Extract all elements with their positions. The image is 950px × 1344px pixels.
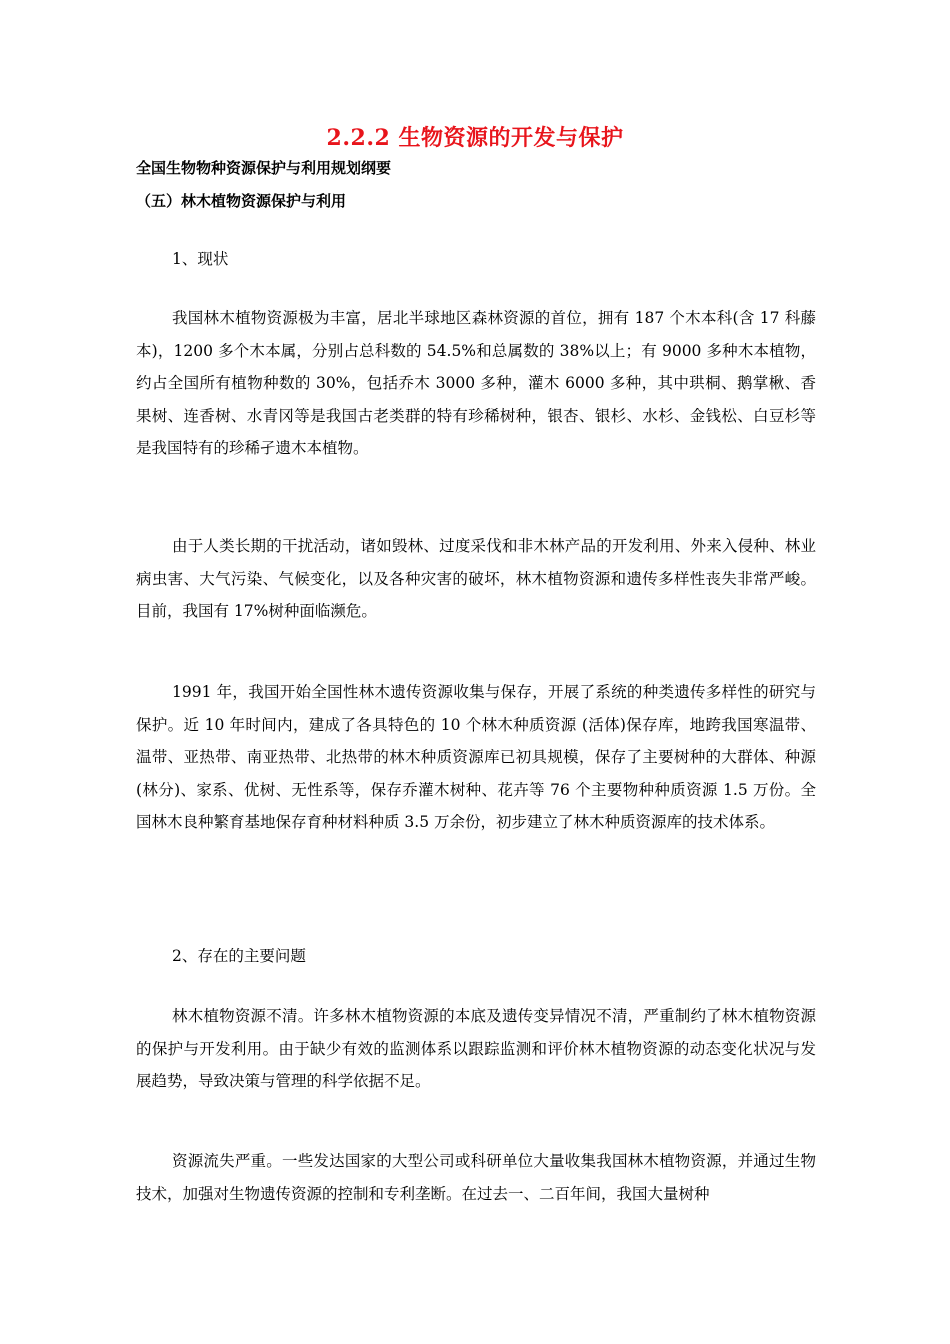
document-title: 2.2.2 生物资源的开发与保护 [326,125,624,151]
paragraph-unclear-resources: 林木植物资源不清。许多林木植物资源的本底及遗传变异情况不清，严重制约了林木植物资源的保护与开发利用。由于缺少有效的监测体系以跟踪监测和评价林木植物资源的动态变化状况与发展趋势，导致决策与管理的科学依据不足。 [136,1007,816,1090]
chapter-heading: （五）林木植物资源保护与利用 [136,192,347,210]
paragraph-threats: 由于人类长期的干扰活动，诸如毁林、过度采伐和非木林产品的开发利用、外来入侵种、林业病虫害、大气污染、气候变化，以及各种灾害的破坏，林木植物资源和遗传多样性丧失非常严峻。目前，我国有 17%树种面临濒危。 [136,537,816,620]
section-heading-problems: 2、存在的主要问题 [172,947,306,965]
document-subtitle: 全国生物物种资源保护与利用规划纲要 [136,159,392,177]
paragraph-resources-overview: 我国林木植物资源极为丰富，居北半球地区森林资源的首位，拥有 187 个木本科(含 17 科藤本)，1200 多个木本属，分别占总科数的 54.5%和总属数的 38%以上；有 9000 多种木本植物，约占全国所有植物种数的 30%，包括乔木 3000 多种，灌木 6000 多种，其中珙桐、鹅掌楸、香果树、连香树、水青冈等是我国古老类群的特有珍稀树种，银杏、银杉、水杉、金钱松、白豆杉等是我国特有的珍稀孑遗木本植物。 [136,309,816,457]
paragraph-resource-loss: 资源流失严重。一些发达国家的大型公司或科研单位大量收集我国林木植物资源，并通过生物技术，加强对生物遗传资源的控制和专利垄断。在过去一、二百年间，我国大量树种 [136,1152,816,1203]
section-heading-status: 1、现状 [172,250,229,268]
paragraph-conservation-progress: 1991 年，我国开始全国性林木遗传资源收集与保存，开展了系统的种类遗传多样性的研究与保护。近 10 年时间内，建成了各具特色的 10 个林木种质资源 (活体)保存库，地跨我国寒温带、温带、亚热带、南亚热带、北热带的林木种质资源库已初具规模，保存了主要树种的大群体、种源(林分)、家系、优树、无性系等，保存乔灌木树种、花卉等 76 个主要物种种质资源 1.5 万份。全国林木良种繁育基地保存育种材料种质 3.5 万余份，初步建立了林木种质资源库的技术体系。 [136,683,816,831]
